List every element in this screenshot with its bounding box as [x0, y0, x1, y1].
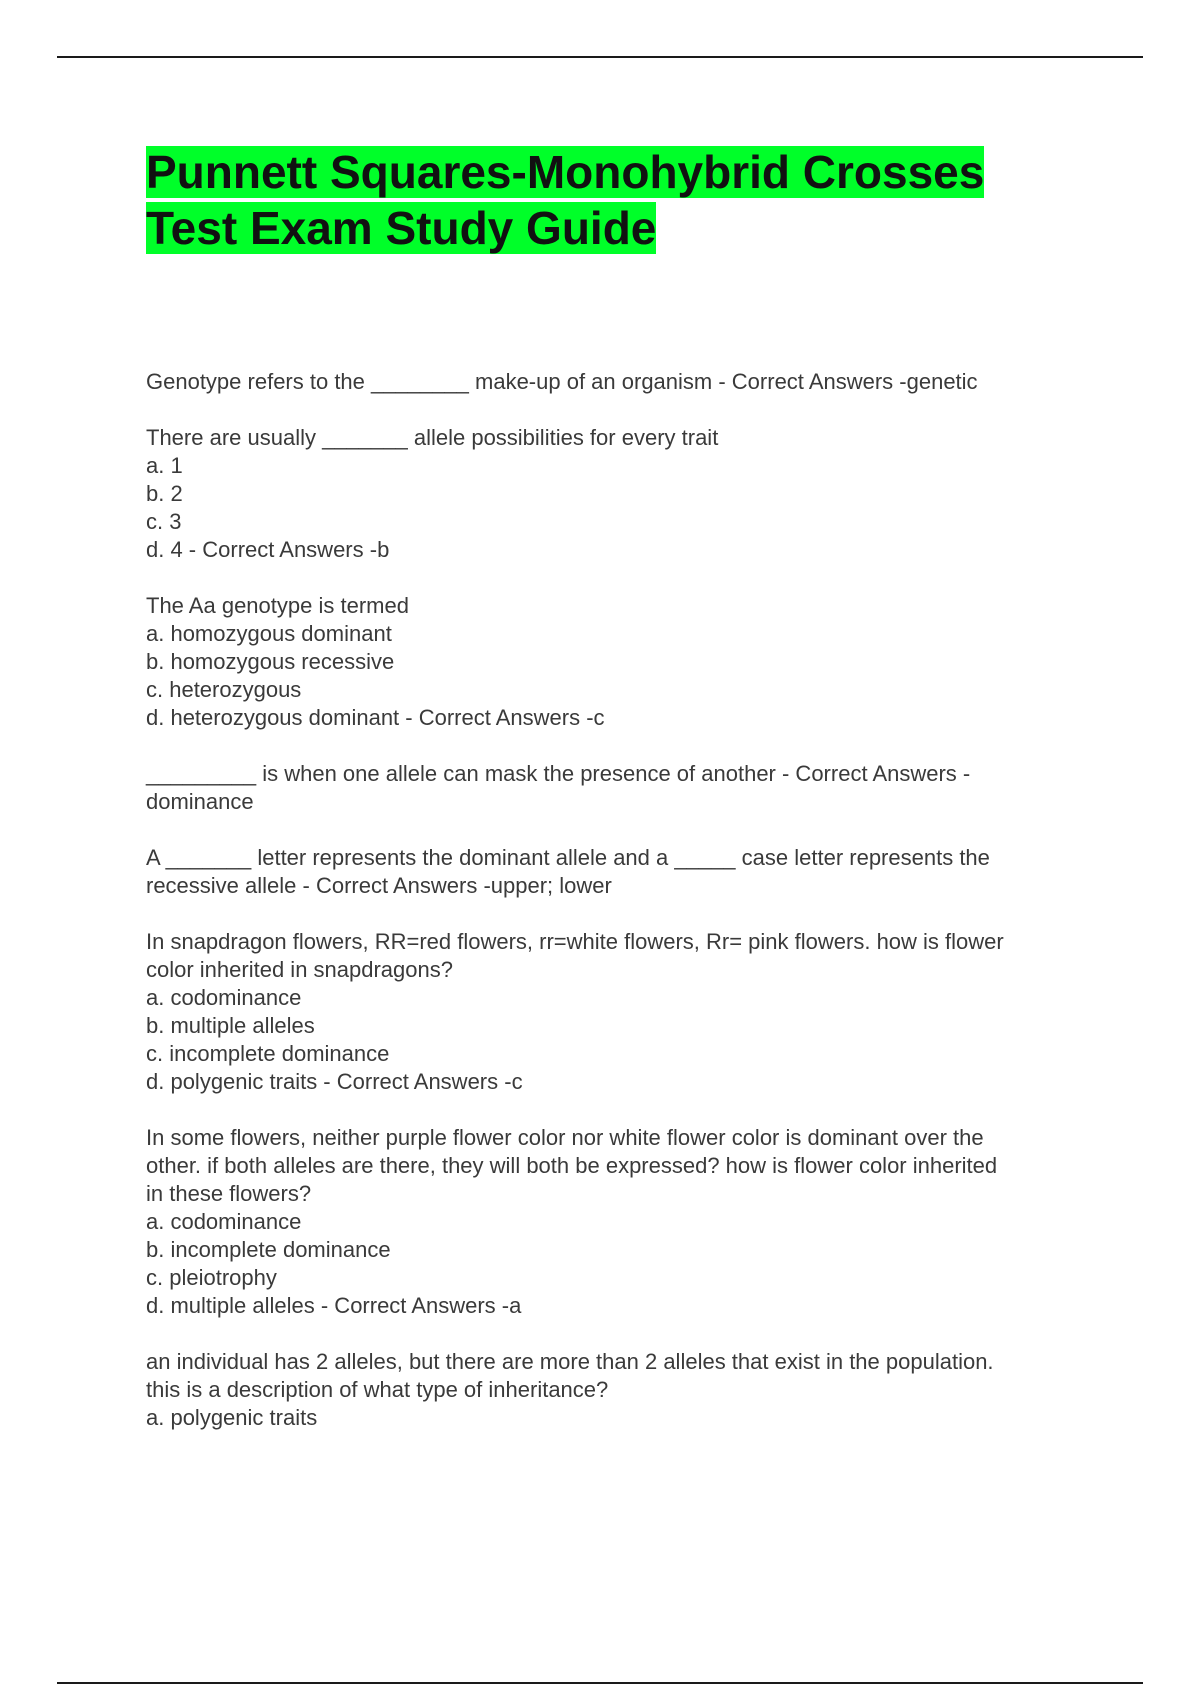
question-text: There are usually _______ allele possibilities for every trait — [146, 425, 719, 450]
question-block — [146, 760, 1096, 816]
question-block — [146, 592, 1096, 732]
question-text: In snapdragon flowers, RR=red flowers, rr=white flowers, Rr= pink flowers. how is flower — [146, 929, 1004, 954]
question-line: in these flowers? — [146, 1181, 312, 1206]
question-line: other. if both alleles are there, they will both be expressed? how is flower color inherited — [146, 1153, 998, 1178]
question-line: a. codominance — [146, 985, 302, 1010]
question-line: b. incomplete dominance — [146, 1237, 391, 1262]
question-line: this is a description of what type of inheritance? — [146, 1377, 609, 1402]
header-rule — [57, 56, 1143, 58]
question-block — [146, 844, 1096, 900]
question-line: c. pleiotrophy — [146, 1265, 277, 1290]
question-block — [146, 1124, 1096, 1320]
question-list — [146, 368, 1096, 1460]
question-block — [146, 1348, 1096, 1432]
question-line: color inherited in snapdragons? — [146, 957, 453, 982]
question-line: d. multiple alleles - Correct Answers -a — [146, 1293, 522, 1318]
question-line: c. incomplete dominance — [146, 1041, 390, 1066]
question-line: c. heterozygous — [146, 677, 302, 702]
question-block — [146, 424, 1096, 564]
question-text: _________ is when one allele can mask the presence of another - Correct Answers - — [146, 761, 971, 786]
footer-rule — [57, 1682, 1143, 1684]
title-line-2: Test Exam Study Guide — [146, 202, 657, 254]
question-line: b. multiple alleles — [146, 1013, 315, 1038]
question-text: an individual has 2 alleles, but there are more than 2 alleles that exist in the population. — [146, 1349, 994, 1374]
question-line: dominance — [146, 789, 254, 814]
question-line: d. heterozygous dominant - Correct Answers -c — [146, 705, 605, 730]
question-line: d. 4 - Correct Answers -b — [146, 537, 390, 562]
question-line: a. homozygous dominant — [146, 621, 392, 646]
question-line: d. polygenic traits - Correct Answers -c — [146, 1069, 523, 1094]
question-line: a. codominance — [146, 1209, 302, 1234]
title-line-1: Punnett Squares-Monohybrid Crosses — [146, 146, 985, 198]
question-line: recessive allele - Correct Answers -upper; lower — [146, 873, 612, 898]
question-block — [146, 368, 1096, 396]
question-line: a. 1 — [146, 453, 183, 478]
question-line: c. 3 — [146, 509, 182, 534]
question-line: b. homozygous recessive — [146, 649, 395, 674]
question-text: In some flowers, neither purple flower color nor white flower color is dominant over the — [146, 1125, 984, 1150]
question-block — [146, 928, 1096, 1096]
question-line: b. 2 — [146, 481, 183, 506]
question-text: Genotype refers to the ________ make-up of an organism - Correct Answers -genetic — [146, 369, 978, 394]
question-text: The Aa genotype is termed — [146, 593, 409, 618]
page-title — [146, 144, 1106, 256]
question-text: A _______ letter represents the dominant allele and a _____ case letter represents the — [146, 845, 990, 870]
question-line: a. polygenic traits — [146, 1405, 318, 1430]
